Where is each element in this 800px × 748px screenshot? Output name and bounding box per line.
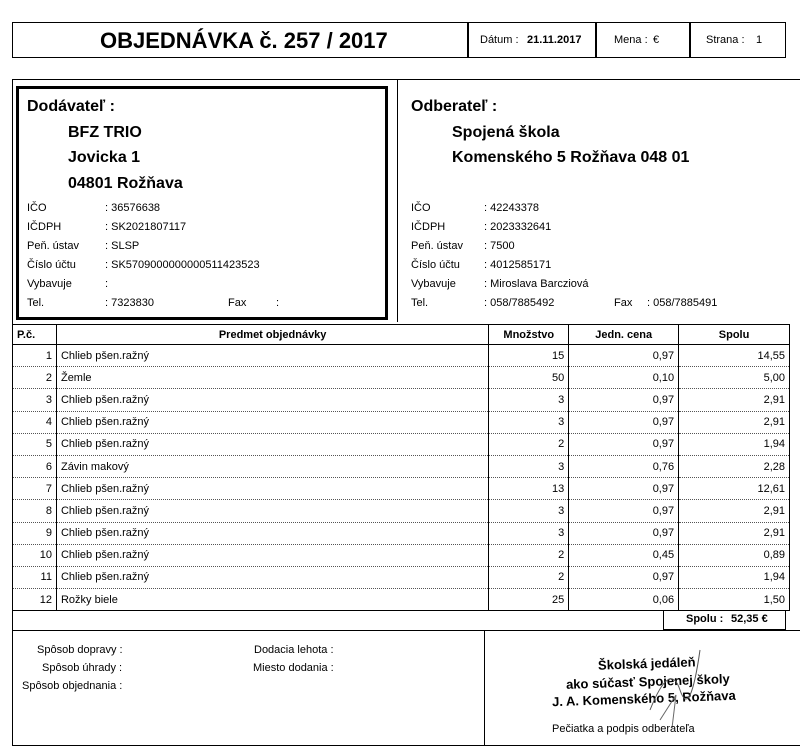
supplier-street: Jovicka 1 <box>68 149 141 166</box>
row-item: Rožky biele <box>56 589 488 611</box>
row-number: 2 <box>13 367 57 389</box>
row-item: Chlieb pšen.ražný <box>56 566 488 588</box>
supplier-ico-value: : 36576638 <box>105 202 161 214</box>
row-quantity: 15 <box>489 345 569 367</box>
signature-label: Pečiatka a podpis odberateľa <box>552 723 695 735</box>
row-total: 2,91 <box>679 522 790 544</box>
supplier-account-label: Číslo účtu <box>27 259 76 271</box>
row-item: Chlieb pšen.ražný <box>56 478 488 500</box>
row-total: 12,61 <box>679 478 790 500</box>
row-item: Chlieb pšen.ražný <box>56 544 488 566</box>
row-number: 11 <box>13 566 57 588</box>
row-unit-price: 0,10 <box>569 367 679 389</box>
date-label: Dátum : <box>480 34 519 46</box>
row-item: Chlieb pšen.ražný <box>56 500 488 522</box>
customer-name: Spojená škola <box>452 124 560 141</box>
row-total: 2,91 <box>679 500 790 522</box>
row-total: 1,94 <box>679 433 790 455</box>
delivery-term-label: Dodacia lehota : <box>254 644 334 656</box>
stamp-line-1: Školská jedáleň <box>597 654 696 673</box>
row-total: 1,94 <box>679 566 790 588</box>
footer-divider-top <box>12 630 800 631</box>
supplier-icdph-value: : SK2021807117 <box>105 221 187 233</box>
row-number: 8 <box>13 500 57 522</box>
row-quantity: 3 <box>489 389 569 411</box>
row-total: 5,00 <box>679 367 790 389</box>
row-total: 2,91 <box>679 389 790 411</box>
table-row <box>13 455 790 477</box>
customer-tel-value: : 058/7885492 <box>484 297 555 309</box>
row-quantity: 3 <box>489 522 569 544</box>
row-quantity: 50 <box>489 367 569 389</box>
payment-label: Spôsob úhrady : <box>42 662 123 674</box>
col-header-number: P.č. <box>13 325 57 345</box>
row-item: Žemle <box>56 367 488 389</box>
col-header-unit-price: Jedn. cena <box>569 325 679 345</box>
total-value: 52,35 € <box>731 613 768 625</box>
row-unit-price: 0,97 <box>569 433 679 455</box>
supplier-account-value: : SK5709000000000511423523 <box>105 259 260 271</box>
customer-icdph-value: : 2023332641 <box>484 221 552 233</box>
currency-value: € <box>653 34 660 46</box>
row-quantity: 2 <box>489 544 569 566</box>
order-title: OBJEDNÁVKA č. 257 / 2017 <box>100 28 388 53</box>
table-row <box>13 345 790 367</box>
row-total: 14,55 <box>679 345 790 367</box>
row-unit-price: 0,97 <box>569 389 679 411</box>
row-item: Chlieb pšen.ražný <box>56 345 488 367</box>
row-number: 9 <box>13 522 57 544</box>
table-row <box>13 411 790 433</box>
row-quantity: 2 <box>489 566 569 588</box>
supplier-city: 04801 Rožňava <box>68 175 183 192</box>
customer-account-value: : 4012585171 <box>484 259 552 271</box>
row-unit-price: 0,76 <box>569 455 679 477</box>
row-number: 7 <box>13 478 57 500</box>
row-unit-price: 0,97 <box>569 411 679 433</box>
supplier-contact-value: : <box>105 278 109 290</box>
party-divider <box>397 79 398 322</box>
row-quantity: 3 <box>489 500 569 522</box>
currency-label: Mena : <box>614 34 648 46</box>
stamp-line-2: ako súčasť Spojenej školy <box>565 671 730 692</box>
supplier-contact-label: Vybavuje <box>27 278 72 290</box>
row-item: Závin makový <box>56 455 488 477</box>
row-total: 1,50 <box>679 589 790 611</box>
row-unit-price: 0,97 <box>569 500 679 522</box>
supplier-tel-label: Tel. <box>27 297 45 309</box>
table-header-row <box>13 325 790 345</box>
row-item: Chlieb pšen.ražný <box>56 522 488 544</box>
table-row <box>13 589 790 611</box>
row-number: 5 <box>13 433 57 455</box>
row-number: 10 <box>13 544 57 566</box>
row-number: 3 <box>13 389 57 411</box>
items-table <box>12 324 790 611</box>
customer-bank-label: Peň. ústav <box>411 240 463 252</box>
delivery-place-label: Miesto dodania : <box>253 662 334 674</box>
supplier-ico-label: IČO <box>27 202 47 214</box>
row-quantity: 3 <box>489 411 569 433</box>
supplier-fax-label: Fax <box>228 297 247 309</box>
customer-contact-value: : Miroslava Barcziová <box>484 278 589 290</box>
table-row <box>13 478 790 500</box>
row-item: Chlieb pšen.ražný <box>56 411 488 433</box>
row-unit-price: 0,97 <box>569 566 679 588</box>
supplier-tel-value: : 7323830 <box>105 297 154 309</box>
customer-account-label: Číslo účtu <box>411 259 460 271</box>
supplier-bank-label: Peň. ústav <box>27 240 79 252</box>
customer-address: Komenského 5 Rožňava 048 01 <box>452 149 690 166</box>
col-header-quantity: Množstvo <box>489 325 569 345</box>
customer-bank-value: : 7500 <box>484 240 515 252</box>
table-row <box>13 500 790 522</box>
row-quantity: 2 <box>489 433 569 455</box>
supplier-fax-value: : <box>276 297 280 309</box>
row-quantity: 13 <box>489 478 569 500</box>
row-item: Chlieb pšen.ražný <box>56 389 488 411</box>
col-header-total: Spolu <box>679 325 790 345</box>
row-number: 1 <box>13 345 57 367</box>
transport-label: Spôsob dopravy : <box>37 644 123 656</box>
page-value: 1 <box>756 34 763 46</box>
table-row <box>13 433 790 455</box>
row-unit-price: 0,97 <box>569 522 679 544</box>
table-row <box>13 522 790 544</box>
row-quantity: 25 <box>489 589 569 611</box>
row-number: 4 <box>13 411 57 433</box>
customer-ico-label: IČO <box>411 202 431 214</box>
row-unit-price: 0,97 <box>569 478 679 500</box>
row-unit-price: 0,45 <box>569 544 679 566</box>
row-unit-price: 0,06 <box>569 589 679 611</box>
order-method-label: Spôsob objednania : <box>22 680 123 692</box>
stamp-line-3: J. A. Komenského 5, Rožňava <box>551 687 736 710</box>
page-label: Strana : <box>706 34 745 46</box>
row-number: 6 <box>13 455 57 477</box>
supplier-icdph-label: IČDPH <box>27 221 62 233</box>
total-label: Spolu : <box>686 613 724 625</box>
row-quantity: 3 <box>489 455 569 477</box>
footer-divider-vertical <box>484 630 485 746</box>
row-total: 0,89 <box>679 544 790 566</box>
customer-fax-label: Fax <box>614 297 633 309</box>
customer-heading: Odberateľ : <box>411 98 498 115</box>
supplier-bank-value: : SLSP <box>105 240 140 252</box>
customer-fax-value: : 058/7885491 <box>647 297 718 309</box>
table-row <box>13 544 790 566</box>
table-row <box>13 389 790 411</box>
supplier-name: BFZ TRIO <box>68 124 142 141</box>
supplier-heading: Dodávateľ : <box>27 98 115 115</box>
row-total: 2,91 <box>679 411 790 433</box>
row-number: 12 <box>13 589 57 611</box>
row-item: Chlieb pšen.ražný <box>56 433 488 455</box>
date-value: 21.11.2017 <box>527 34 582 46</box>
customer-tel-label: Tel. <box>411 297 429 309</box>
items-body <box>13 345 790 611</box>
row-total: 2,28 <box>679 455 790 477</box>
table-row <box>13 367 790 389</box>
customer-ico-value: : 42243378 <box>484 202 540 214</box>
table-row <box>13 566 790 588</box>
col-header-item: Predmet objednávky <box>56 325 488 345</box>
customer-icdph-label: IČDPH <box>411 221 446 233</box>
signature-mark <box>640 640 710 730</box>
row-unit-price: 0,97 <box>569 345 679 367</box>
customer-contact-label: Vybavuje <box>411 278 456 290</box>
